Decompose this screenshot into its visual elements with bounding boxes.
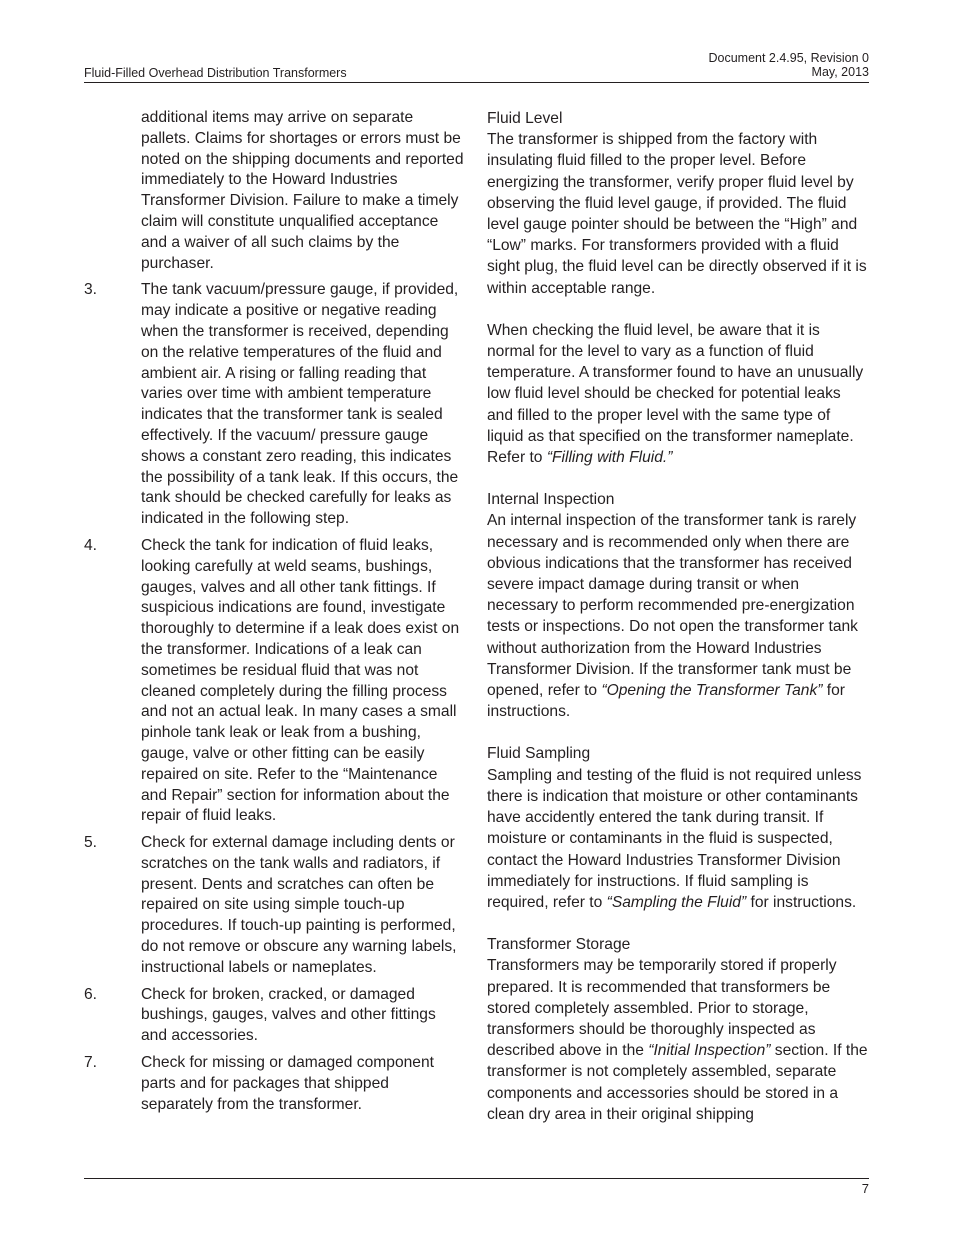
- document-date: May, 2013: [811, 65, 869, 79]
- paragraph-text: An internal inspection of the transformer tank is rarely necessary and is recommended only when there are obvious indications that the transformer has received severe impact damage during transit or when necessary to perform recommended pre-energization tests or inspections. Do not open the transformer tank without authorization from the Howard Industries Transformer Division. If the transformer tank must be opened, refer to: [487, 512, 858, 700]
- cross-reference: “Opening the Transformer Tank”: [601, 682, 823, 700]
- list-number: 7.: [84, 1054, 98, 1072]
- left-column: [84, 108, 464, 1121]
- continuation-paragraph: additional items may arrive on separate pallets. Claims for shortages or errors must be noted on the shipping documents and reported immediately to the Howard Industries Transformer Division. Failure to make a timely claim will constitute unqualified acceptance and a waiver of all such claims by the purchaser.: [141, 109, 464, 272]
- document-number: Document 2.4.95, Revision 0: [708, 51, 869, 65]
- list-item: [84, 833, 464, 979]
- right-column: [487, 108, 869, 1146]
- list-item: [84, 1053, 464, 1115]
- cross-reference: “Initial Inspection”: [648, 1042, 771, 1060]
- section-paragraph: [487, 765, 869, 913]
- section-heading: Transformer Storage: [487, 936, 631, 954]
- list-item: [84, 536, 464, 827]
- paragraph-text: for instructions.: [487, 682, 845, 721]
- list-text: Check the tank for indication of fluid leaks, looking carefully at weld seams, bushings, gauges, valves and all other tank fittings. If suspicious indications are found, investigate thoroughly to determine if a leak does exist on the transformer. Indications of a leak can sometimes be residual fluid that was not cleaned completely during the filling process and not an actual leak. In many cases a small pinhole tank leak or leak from a bushing, gauge, valve or other fitting can be easily repaired on site. Refer to the “Maintenance and Repair” section for information about the repair of fluid leaks.: [141, 536, 460, 825]
- section-paragraph: [487, 955, 869, 1125]
- page-number: 7: [861, 1181, 869, 1196]
- list-item: [84, 280, 464, 530]
- header-doc-info: [708, 51, 869, 79]
- paragraph-text: When checking the fluid level, be aware that it is normal for the level to vary as a function of fluid temperature. A transformer found to have an unusually low fluid level should be checked for potential leaks and filled to the proper level with the same type of liquid as that specified on the transformer nameplate. Refer to: [487, 321, 864, 467]
- section-paragraph: [487, 510, 869, 722]
- header-title: Fluid-Filled Overhead Distribution Transformers: [84, 66, 347, 80]
- list-item: [84, 985, 464, 1047]
- paragraph-text: Transformers may be temporarily stored if properly prepared. It is recommended that transformers be stored completely assembled. Prior to storage, transformers should be thoroughly inspected as described above in the: [487, 957, 837, 1060]
- list-number: 5.: [84, 834, 98, 852]
- section-heading: Internal Inspection: [487, 491, 615, 509]
- cross-reference: “Filling with Fluid.”: [546, 449, 673, 467]
- section-paragraph: The transformer is shipped from the factory with insulating fluid filled to the proper level. Before energizing the transformer, verify proper fluid level by observing the fluid level gauge, if provided. The fluid level gauge pointer should be between the “High” and “Low” marks. For transformers provided with a fluid sight plug, the fluid level can be directly observed if it is within acceptable range.: [487, 131, 867, 297]
- list-number: 4.: [84, 536, 98, 554]
- footer-rule: [84, 1178, 869, 1179]
- list-number: 6.: [84, 985, 98, 1003]
- section-internal-inspection: [487, 489, 869, 722]
- list-number: 3.: [84, 281, 98, 299]
- paragraph-text: for instructions.: [746, 893, 857, 911]
- section-heading: Fluid Level: [487, 110, 563, 127]
- section-paragraph: [487, 320, 869, 468]
- list-text: Check for missing or damaged component parts and for packages that shipped separately from the transformer.: [141, 1054, 434, 1113]
- list-text: Check for broken, cracked, or damaged bushings, gauges, valves and other fittings and accessories.: [141, 985, 436, 1045]
- paragraph-text: Sampling and testing of the fluid is not required unless there is indication that moisture or other contaminants have accidently entered the tank during transit. If moisture or contaminants in the fluid is suspected, contact the Howard Industries Transformer Division immediately for instructions. If fluid sampling is required, refer to: [487, 766, 862, 911]
- section-fluid-level: [487, 108, 869, 468]
- header-rule: [84, 82, 869, 83]
- section-transformer-storage: [487, 934, 869, 1125]
- list-text: Check for external damage including dents or scratches on the tank walls and radiators, if present. Dents and scratches can often be repaired on site using simple touch-up procedures. If touch-up painting is performed, do not remove or obscure any warning labels, instructional labels or nameplates.: [141, 834, 457, 976]
- paragraph-text: section. If the transformer is not completely assembled, separate components and accessories should be stored in a clean dry area in their original shipping: [487, 1042, 868, 1123]
- section-fluid-sampling: [487, 743, 869, 913]
- list-text: The tank vacuum/pressure gauge, if provided, may indicate a positive or negative reading when the transformer is received, depending on the relative temperatures of the fluid and ambient air. A rising or falling reading that varies over time with ambient temperature indicates that the transformer tank is sealed effectively. If the vacuum/ pressure gauge shows a constant zero reading, this indicates the possibility of a tank leak. If this occurs, the tank should be checked carefully for leaks as indicated in the following step.: [141, 281, 459, 528]
- cross-reference: “Sampling the Fluid”: [606, 893, 747, 911]
- section-heading: Fluid Sampling: [487, 745, 591, 763]
